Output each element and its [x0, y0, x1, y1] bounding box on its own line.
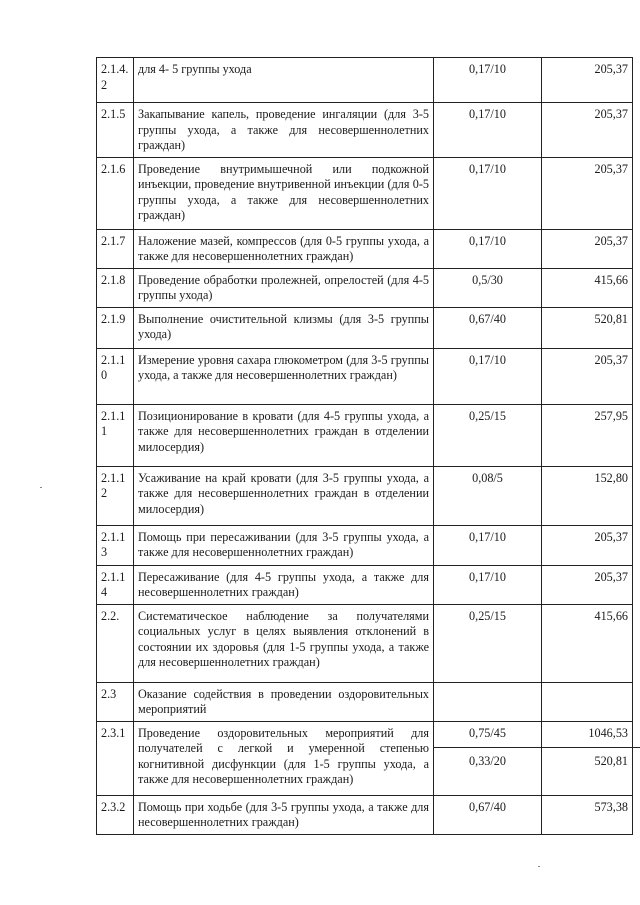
table-row: [97, 58, 633, 103]
time-norm-cell: [434, 58, 542, 103]
time-norm: 0,17/10: [469, 352, 506, 367]
table-row: [97, 268, 633, 307]
time-norm: 0,17/10: [469, 62, 506, 76]
time-norm: 0,5/30: [472, 272, 503, 287]
price-cell: [542, 525, 633, 565]
time-norm-cell: [434, 682, 542, 721]
service-description: для 4- 5 группы ухода: [134, 58, 434, 103]
service-description: Усаживание на край кровати (для 3-5 группы ухода, а также для несовершеннолетних граждан в отделении милосердия): [134, 466, 434, 525]
time-norm: 0,17/10: [469, 569, 506, 584]
service-description: Проведение внутримышечной или подкожной инъекции, проведение внутривенной инъекции (для 0-5 группы ухода, а также для несовершеннолетних граждан): [134, 157, 434, 229]
time-norm: 0,25/15: [469, 408, 506, 423]
table-row: [97, 565, 633, 604]
time-norm-cell: [434, 103, 542, 158]
tariff-table-body: [97, 58, 633, 835]
time-norm: 0,17/10: [469, 233, 506, 248]
price: 257,95: [594, 408, 628, 423]
price-cell: [542, 268, 633, 307]
service-description: Наложение мазей, компрессов (для 0-5 группы ухода, а также для несовершеннолетних граждан): [134, 229, 434, 268]
price: 1046,53: [588, 725, 628, 740]
row-number: 2.1.8: [97, 268, 134, 307]
time-norm: 0,08/5: [472, 470, 503, 485]
row-number: 2.3.2: [97, 795, 134, 834]
time-norm: 0,67/40: [469, 311, 506, 326]
service-description: Помощь при пересаживании (для 3-5 группы ухода, а также для несовершеннолетних граждан): [134, 525, 434, 565]
table-row: [97, 404, 633, 466]
time-norm: 0,25/15: [469, 608, 506, 623]
table-row: [97, 157, 633, 229]
price: 152,80: [594, 470, 628, 485]
price-cell: [542, 466, 633, 525]
time-norm-cell: [434, 565, 542, 604]
row-number: 2.1.12: [97, 466, 134, 525]
time-norm-cell: [434, 348, 542, 404]
service-description: Оказание содействия в проведении оздоровительных мероприятий: [134, 682, 434, 721]
price-cell: [542, 348, 633, 404]
row-number: 2.3.1: [97, 721, 134, 795]
service-description: Пересаживание (для 4-5 группы ухода, а также для несовершеннолетних граждан): [134, 565, 434, 604]
time-norm-cell: [434, 404, 542, 466]
table-row: [97, 466, 633, 525]
price-cell: [542, 795, 633, 834]
price: 205,37: [594, 569, 628, 584]
time-norm-cell: [434, 604, 542, 682]
price: 520,81: [594, 311, 628, 326]
price: 205,37: [594, 529, 628, 544]
price-cell: [542, 58, 633, 103]
service-description: Систематическое наблюдение за получателями социальных услуг в целях выявления отклонений в состоянии их здоровья (для 1-5 группы ухода, а также для несовершеннолетних граждан): [134, 604, 434, 682]
price: 205,37: [594, 62, 628, 76]
service-description: Измерение уровня сахара глюкометром (для 3-5 группы ухода, а также для несовершеннолетних граждан): [134, 348, 434, 404]
price-cell: [542, 682, 633, 721]
price: 415,66: [594, 608, 628, 623]
row-number: 2.1.6: [97, 157, 134, 229]
row-number: 2.1.7: [97, 229, 134, 268]
time-norm: 0,17/10: [469, 161, 506, 176]
service-description: Проведение обработки пролежней, опрелостей (для 4-5 группы ухода): [134, 268, 434, 307]
price-cell: [542, 565, 633, 604]
price-cell: [542, 604, 633, 682]
row-number: 2.3: [97, 682, 134, 721]
price-cell: [542, 404, 633, 466]
price-cell: [542, 307, 633, 348]
price: 205,37: [594, 352, 628, 367]
table-row: [97, 604, 633, 682]
scan-speck: [40, 487, 42, 488]
service-description: Закапывание капель, проведение ингаляции (для 3-5 группы ухода, а также для несовершеннолетних граждан): [134, 103, 434, 158]
scan-speck: [538, 866, 540, 867]
row-number: 2.1.13: [97, 525, 134, 565]
time-norm-cell: [434, 307, 542, 348]
service-description: Помощь при ходьбе (для 3-5 группы ухода, а также для несовершеннолетних граждан): [134, 795, 434, 834]
price-cell: [542, 229, 633, 268]
time-norm: 0,67/40: [469, 799, 506, 814]
time-norm-cell: [434, 795, 542, 834]
row-number: 2.2.: [97, 604, 134, 682]
table-row: [97, 348, 633, 404]
time-norm-cell: [434, 229, 542, 268]
time-norm: 0,33/20: [434, 747, 541, 770]
time-norm: 0,75/45: [469, 725, 506, 740]
price: 205,37: [594, 233, 628, 248]
table-row: [97, 525, 633, 565]
row-number: 2.1.14: [97, 565, 134, 604]
table-row: [97, 682, 633, 721]
time-norm-cell: [434, 268, 542, 307]
row-number: 2.1.9: [97, 307, 134, 348]
table-row: [97, 721, 633, 795]
price: 415,66: [594, 272, 628, 287]
table-row: [97, 307, 633, 348]
row-number: 2.1.5: [97, 103, 134, 158]
price: 573,38: [594, 799, 628, 814]
price-cell: [542, 721, 633, 795]
time-norm: 0,17/10: [469, 107, 506, 121]
time-norm-cell: [434, 721, 542, 795]
time-norm-cell: [434, 525, 542, 565]
service-description: Проведение оздоровительных мероприятий для получателей с легкой и умеренной степенью когнитивной дисфункции (для 1-5 группы ухода, а также для несовершеннолетних граждан): [134, 721, 434, 795]
price: 205,37: [594, 161, 628, 176]
table-row: [97, 229, 633, 268]
price: 520,81: [542, 747, 640, 770]
price: 205,37: [594, 107, 628, 121]
service-description: Выполнение очистительной клизмы (для 3-5 группы ухода): [134, 307, 434, 348]
price-cell: [542, 103, 633, 158]
table-row: [97, 103, 633, 158]
tariff-table: [96, 57, 633, 835]
time-norm-cell: [434, 466, 542, 525]
price-cell: [542, 157, 633, 229]
service-description: Позиционирование в кровати (для 4-5 группы ухода, а также для несовершеннолетних граждан в отделении милосердия): [134, 404, 434, 466]
time-norm: 0,17/10: [469, 529, 506, 544]
table-row: [97, 795, 633, 834]
time-norm-cell: [434, 157, 542, 229]
row-number: 2.1.10: [97, 348, 134, 404]
row-number: 2.1.4.2: [97, 58, 134, 103]
row-number: 2.1.11: [97, 404, 134, 466]
